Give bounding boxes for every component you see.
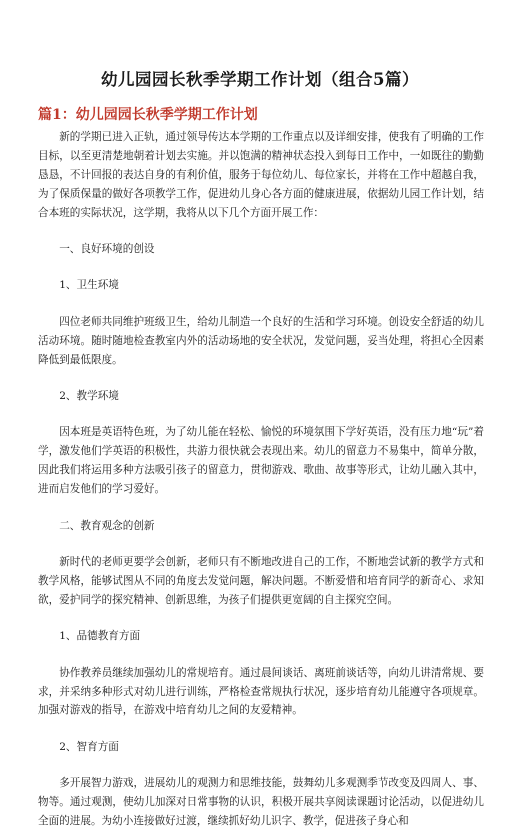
document-title: 幼儿园园长秋季学期工作计划（组合5篇） bbox=[101, 70, 419, 89]
subheading-teaching-environment: 2、教学环境 bbox=[59, 390, 119, 403]
paragraph-innovation: 新时代的老师更要学会创新，老师只有不断地改进自己的工作，不断地尝试新的教学方式和教学风格，能够试图从不同的角度去发觉问题，解决问题。不断爱惜和培育同学的新奇心、求知欲，爱护同学的探究精神、创新思维，为孩子们提供更宽阔的自主探究空间。 bbox=[38, 556, 484, 606]
paragraph-intellectual-education: 多开展智力游戏，进展幼儿的观测力和思维技能，鼓舞幼儿多观测季节改变及四周人、事、物等。通过观测，使幼儿加深对日常事物的认识，积极开展共享阅读课题讨论活动，以促进幼儿全面的进展。为幼小连接做好过渡，继续抓好幼儿识字、教学，促进孩子身心和 bbox=[38, 777, 484, 828]
document-body bbox=[38, 128, 484, 831]
heading-innovation: 二、教育观念的创新 bbox=[59, 519, 155, 532]
subheading-hygiene: 1、卫生环境 bbox=[59, 279, 119, 292]
paragraph-moral-education: 协作教养员继续加强幼儿的常规培育。通过晨间谈话、离班前谈话等，向幼儿讲清常规、要求，并采纳多种形式对幼儿进行训练，严格检查常规执行状况，逐步培育幼儿能遵守各项规章。加强对游戏的指导，在游戏中培育幼儿之间的友爱精神。 bbox=[38, 666, 484, 717]
subheading-intellectual-education: 2、智育方面 bbox=[59, 740, 119, 753]
paragraph-hygiene: 四位老师共同维护班级卫生，给幼儿制造一个良好的生活和学习环境。创设安全舒适的幼儿活动环境。随时随地检查教室内外的活动场地的安全状况，发觉问题，妥当处理，将担心全因素降低到最低限度。 bbox=[38, 315, 484, 366]
intro-paragraph: 新的学期已进入正轨，通过领导传达本学期的工作重点以及详细安排，使我有了明确的工作目标，以至更清楚地朝着计划去实施。并以饱满的精神状态投入到每日工作中，一如既往的勤勤恳恳，不计回报的表达自身的有利价值，服务于每位幼儿、每位家长，并将在工作中超越自我，为了保质保量的做好各项教学工作，促进幼儿身心各方面的健康进展，依据幼儿园工作计划，结合本班的实际状况，这学期，我将从以下几个方面开展工作： bbox=[38, 131, 484, 219]
subheading-moral-education: 1、品德教育方面 bbox=[59, 630, 141, 643]
section-heading: 篇1：幼儿园园长秋季学期工作计划 bbox=[38, 107, 258, 123]
heading-environment: 一、良好环境的创设 bbox=[59, 243, 155, 256]
paragraph-teaching-environment: 因本班是英语特色班，为了幼儿能在轻松、愉悦的环境氛围下学好英语，没有压力地“玩”着学，激发他们学英语的积极性，共游力很快就会表现出来。幼儿的留意力不易集中，简单分散，因此我们将运用多种方法吸引孩子的留意力，贯彻游戏、歌曲、故事等形式，让幼儿融入其中，进而启发他们的学习爱好。 bbox=[38, 426, 484, 496]
